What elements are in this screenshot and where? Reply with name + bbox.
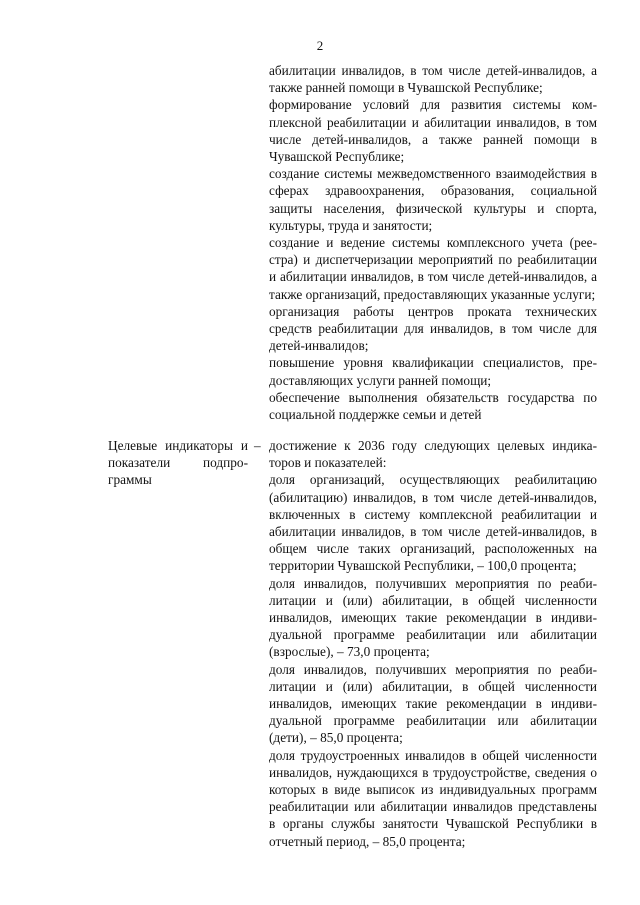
goal-item: создание системы межведомственного взаимодействия в сферах здравоохранения, образования, социальной защиты населения, физической культуры и спорта, культуры, труда и занятости; <box>269 166 597 233</box>
goals-list <box>269 62 597 423</box>
goal-item: формирование условий для развития системы комплексной реабилитации и абилитации инвалидов, в том числе детей-инвалидов, а также ранней помощи в Чувашской Республике; <box>269 97 597 165</box>
goal-item: организация работы центров проката технических средств реабилитации для инвалидов, в том числе для детей-инвалидов; <box>269 303 597 354</box>
indicator-item: доля трудоустроенных инвалидов в общей численности инвалидов, нуждающихся в трудоустройстве, сведения о которых в виде выписок из индивидуальных программ реабилитации или абилитации инвалидов представлены в органы службы занятости Чувашской Республики в отчетный период, – 85,0 процента; <box>269 747 597 849</box>
indicator-item: доля организаций, осуществляющих реабилитацию (абилитацию) инвалидов, в том числе детей-инвалидов, включенных в систему комплексной реабилитации и абилитации инвалидов, в том числе детей-инвалидов, в общем числе таких организаций, расположенных на территории Чувашской Республики, – 100,0 процента; <box>269 472 597 574</box>
indicator-item: доля инвалидов, получивших мероприятия по реабилитации и (или) абилитации, в общей численности инвалидов, имеющих такие рекомендации в индивидуальной программе реабилитации или абилитации (взрослые), – 73,0 процента; <box>269 575 597 660</box>
indicator-item: доля инвалидов, получивших мероприятия по реабилитации и (или) абилитации, в общей численности инвалидов, имеющих такие рекомендации в индивидуальной программе реабилитации или абилитации (дети), – 85,0 процента; <box>269 661 597 746</box>
goal-item: абилитации инвалидов, в том числе детей-инвалидов, а также ранней помощи в Чувашской Республике; <box>269 63 597 96</box>
goal-item: повышение уровня квалификации специалистов, предоставляющих услуги ранней помощи; <box>269 355 597 388</box>
goal-item: создание и ведение системы комплексного учета (реестра) и диспетчеризации мероприятий по реабилитации и абилитации инвалидов, в том числе детей-инвалидов, а также организаций, предоставляющих указанные услуги; <box>269 235 597 302</box>
indicator-item: достижение к 2036 году следующих целевых индикаторов и показателей: <box>269 438 597 471</box>
goal-item: обеспечение выполнения обязательств государства по социальной поддержке семьи и детей <box>269 389 597 423</box>
page-number: 2 <box>316 38 324 53</box>
section-label: Целевые индикаторы и показатели подпрограммы <box>108 438 248 488</box>
label-dash: – <box>254 438 261 453</box>
indicators-list <box>269 437 597 850</box>
